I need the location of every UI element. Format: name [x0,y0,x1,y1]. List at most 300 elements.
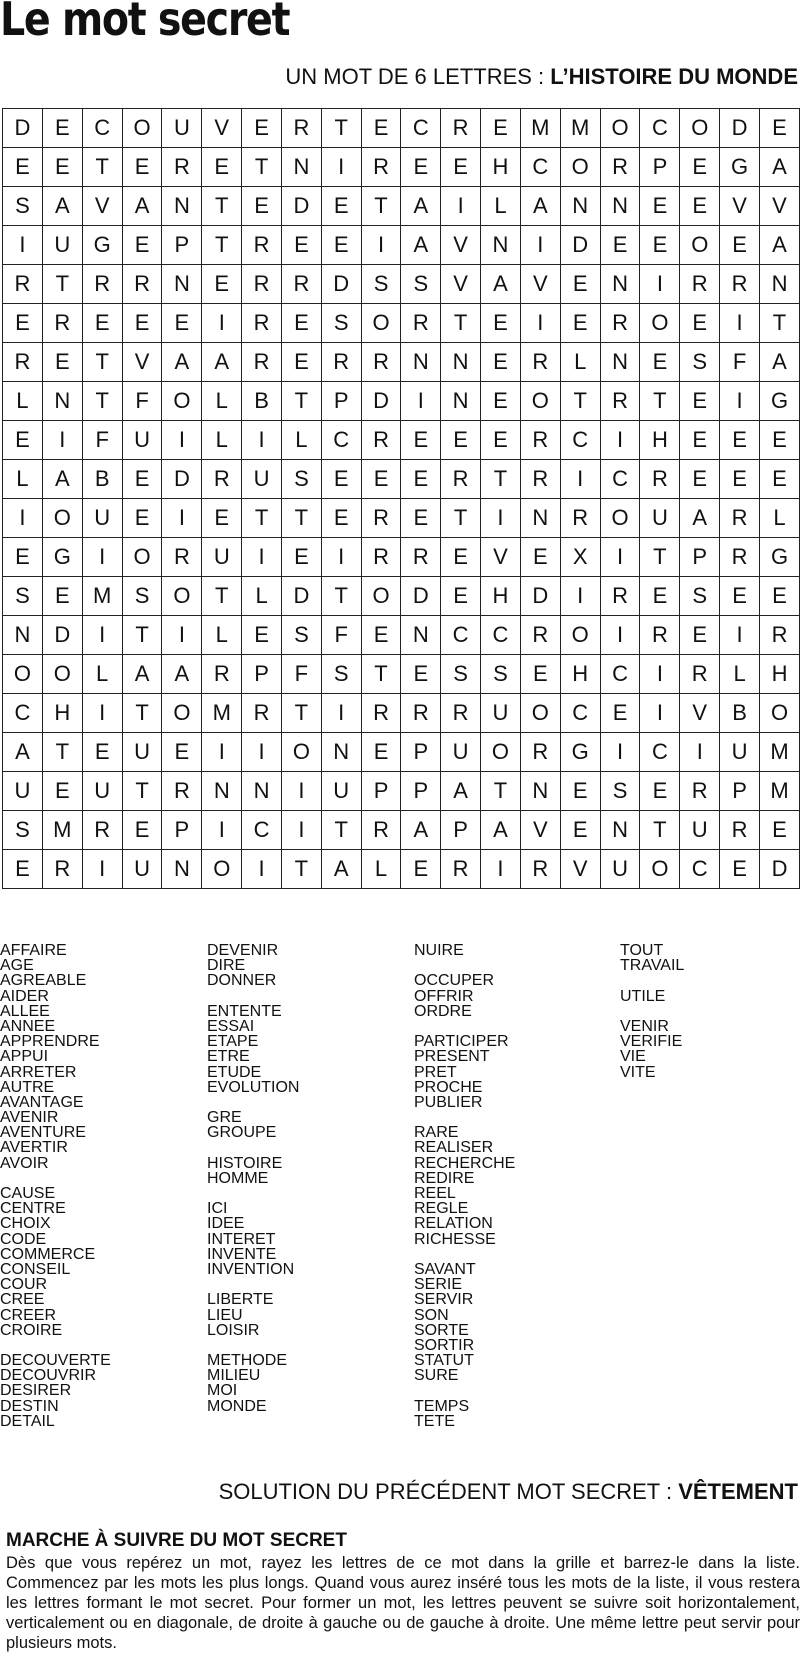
grid-cell[interactable]: T [281,499,321,538]
word-list-item[interactable]: STATUT [414,1352,474,1370]
grid-cell[interactable]: E [720,421,760,460]
grid-cell[interactable]: T [202,226,242,265]
grid-cell[interactable]: T [42,733,82,772]
grid-cell[interactable]: R [242,265,282,304]
word-list-item[interactable]: REEL [414,1185,456,1202]
grid-cell[interactable]: N [560,187,600,226]
grid-cell[interactable]: P [441,811,481,850]
grid-cell[interactable]: R [281,109,321,148]
grid-cell[interactable]: E [640,577,680,616]
grid-cell[interactable]: E [401,499,441,538]
word-list-item[interactable]: MILIEU [207,1367,261,1385]
grid-cell[interactable]: R [82,811,122,850]
grid-cell[interactable]: R [162,538,202,577]
word-list-item[interactable]: PRESENT [414,1048,490,1066]
grid-cell[interactable]: T [122,772,162,811]
word-list-item[interactable]: SERIE [414,1276,463,1294]
grid-cell[interactable]: M [202,694,242,733]
grid-cell[interactable]: A [3,733,43,772]
grid-cell[interactable]: S [281,616,321,655]
grid-cell[interactable]: S [3,187,43,226]
word-list-item[interactable]: IDEE [207,1215,245,1233]
grid-cell[interactable]: R [680,772,720,811]
grid-cell[interactable]: C [3,694,43,733]
grid-cell[interactable]: I [3,226,43,265]
grid-cell[interactable]: O [481,733,521,772]
grid-cell[interactable]: O [361,577,401,616]
grid-cell[interactable]: C [560,694,600,733]
grid-cell[interactable]: R [680,655,720,694]
grid-cell[interactable]: I [242,538,282,577]
word-list-item[interactable]: DIRE [207,957,246,975]
grid-cell[interactable]: R [600,148,640,187]
grid-cell[interactable]: R [162,148,202,187]
grid-cell[interactable]: I [321,694,361,733]
grid-cell[interactable]: D [760,850,800,889]
grid-cell[interactable]: N [401,343,441,382]
grid-cell[interactable]: E [361,616,401,655]
grid-cell[interactable]: V [122,343,162,382]
grid-cell[interactable]: N [600,265,640,304]
grid-cell[interactable]: X [560,538,600,577]
grid-cell[interactable]: E [361,733,401,772]
grid-cell[interactable]: D [560,226,600,265]
grid-cell[interactable]: R [560,499,600,538]
grid-cell[interactable]: C [640,109,680,148]
grid-cell[interactable]: S [281,460,321,499]
word-list-item[interactable]: DONNER [207,972,277,990]
grid-cell[interactable]: U [441,733,481,772]
grid-cell[interactable]: E [481,304,521,343]
grid-cell[interactable]: T [361,655,401,694]
word-list-item[interactable]: CODE [0,1230,47,1248]
grid-cell[interactable]: R [202,655,242,694]
grid-cell[interactable]: N [162,187,202,226]
grid-cell[interactable]: M [560,109,600,148]
grid-cell[interactable]: G [760,382,800,421]
grid-cell[interactable]: I [162,421,202,460]
grid-cell[interactable]: I [600,538,640,577]
word-list-item[interactable]: APPRENDRE [0,1033,100,1051]
grid-cell[interactable]: R [720,538,760,577]
grid-cell[interactable]: E [82,733,122,772]
grid-cell[interactable]: N [281,148,321,187]
grid-cell[interactable]: F [321,616,361,655]
grid-cell[interactable]: E [401,655,441,694]
grid-cell[interactable]: I [441,187,481,226]
word-list-item[interactable]: PROCHE [414,1078,483,1096]
grid-cell[interactable]: A [401,811,441,850]
grid-cell[interactable]: T [202,577,242,616]
grid-cell[interactable]: E [680,148,720,187]
grid-cell[interactable]: E [82,304,122,343]
grid-cell[interactable]: D [321,265,361,304]
word-list-item[interactable]: APPUI [0,1048,49,1066]
grid-cell[interactable]: R [441,460,481,499]
grid-cell[interactable]: N [481,226,521,265]
word-list-item[interactable]: AGREABLE [0,972,87,990]
grid-cell[interactable]: S [321,655,361,694]
grid-cell[interactable]: E [321,499,361,538]
word-list-item[interactable]: ETRE [207,1048,250,1066]
grid-cell[interactable]: E [122,811,162,850]
word-list-item[interactable]: RECHERCHE [414,1154,516,1172]
grid-cell[interactable]: A [42,460,82,499]
grid-cell[interactable]: R [242,343,282,382]
grid-cell[interactable]: D [361,382,401,421]
grid-cell[interactable]: U [82,772,122,811]
grid-cell[interactable]: O [600,109,640,148]
word-list-item[interactable]: CONSEIL [0,1260,71,1278]
grid-cell[interactable]: I [560,460,600,499]
grid-cell[interactable]: N [600,187,640,226]
word-list-item[interactable]: CENTRE [0,1200,66,1218]
grid-cell[interactable]: O [202,850,242,889]
grid-cell[interactable]: E [720,460,760,499]
grid-cell[interactable]: I [520,226,560,265]
grid-cell[interactable]: N [162,265,202,304]
grid-cell[interactable]: G [42,538,82,577]
grid-cell[interactable]: I [361,226,401,265]
grid-cell[interactable]: I [321,538,361,577]
grid-cell[interactable]: R [321,343,361,382]
grid-cell[interactable]: E [202,499,242,538]
grid-cell[interactable]: E [281,226,321,265]
grid-cell[interactable]: D [401,577,441,616]
word-list-item[interactable]: ETUDE [207,1063,262,1081]
grid-cell[interactable]: E [122,226,162,265]
grid-cell[interactable]: R [720,265,760,304]
grid-cell[interactable]: U [122,421,162,460]
grid-cell[interactable]: U [600,850,640,889]
grid-cell[interactable]: L [281,421,321,460]
word-list-item[interactable]: REDIRE [414,1169,475,1187]
word-list-item[interactable]: ORDRE [414,1002,472,1020]
grid-cell[interactable]: I [42,421,82,460]
grid-cell[interactable]: R [760,616,800,655]
grid-cell[interactable]: R [361,538,401,577]
grid-cell[interactable]: R [720,499,760,538]
grid-cell[interactable]: F [720,343,760,382]
grid-cell[interactable]: A [122,187,162,226]
grid-cell[interactable]: R [520,343,560,382]
grid-cell[interactable]: T [82,343,122,382]
grid-cell[interactable]: E [441,148,481,187]
word-list-item[interactable]: SAVANT [414,1260,476,1278]
grid-cell[interactable]: N [520,499,560,538]
grid-cell[interactable]: D [281,577,321,616]
grid-cell[interactable]: T [321,811,361,850]
word-list-item[interactable]: AGE [0,957,34,975]
grid-cell[interactable]: C [640,733,680,772]
grid-cell[interactable]: E [401,460,441,499]
grid-cell[interactable]: U [162,109,202,148]
grid-cell[interactable]: F [82,421,122,460]
grid-cell[interactable]: R [202,460,242,499]
grid-cell[interactable]: C [82,109,122,148]
grid-cell[interactable]: E [162,733,202,772]
grid-cell[interactable]: E [560,772,600,811]
grid-cell[interactable]: E [242,109,282,148]
grid-cell[interactable]: T [122,694,162,733]
word-list-item[interactable]: SON [414,1306,449,1324]
word-list-item[interactable]: OCCUPER [414,972,495,990]
grid-cell[interactable]: E [520,538,560,577]
grid-cell[interactable]: A [760,343,800,382]
grid-cell[interactable]: E [202,265,242,304]
grid-cell[interactable]: C [520,148,560,187]
grid-cell[interactable]: I [321,148,361,187]
word-list-item[interactable]: EVOLUTION [207,1078,300,1096]
word-list-item[interactable]: REALISER [414,1139,494,1157]
grid-cell[interactable]: E [401,421,441,460]
grid-cell[interactable]: P [640,148,680,187]
grid-cell[interactable]: C [242,811,282,850]
grid-cell[interactable]: R [600,577,640,616]
word-list-item[interactable]: CREER [0,1306,57,1324]
grid-cell[interactable]: S [600,772,640,811]
grid-cell[interactable]: R [242,694,282,733]
grid-cell[interactable]: O [680,109,720,148]
grid-cell[interactable]: S [401,265,441,304]
grid-cell[interactable]: H [481,148,521,187]
word-list-item[interactable]: ALLEE [0,1002,50,1020]
grid-cell[interactable]: A [520,187,560,226]
grid-cell[interactable]: B [242,382,282,421]
grid-cell[interactable]: T [82,382,122,421]
grid-cell[interactable]: O [122,538,162,577]
word-list-item[interactable]: COMMERCE [0,1245,96,1263]
grid-cell[interactable]: E [481,109,521,148]
grid-cell[interactable]: U [481,694,521,733]
word-list-item[interactable]: MOI [207,1382,238,1400]
grid-cell[interactable]: I [281,811,321,850]
grid-cell[interactable]: A [760,226,800,265]
grid-cell[interactable]: D [162,460,202,499]
grid-cell[interactable]: A [202,343,242,382]
grid-cell[interactable]: B [82,460,122,499]
grid-cell[interactable]: E [122,460,162,499]
grid-cell[interactable]: T [640,538,680,577]
grid-cell[interactable]: I [720,382,760,421]
grid-cell[interactable]: O [162,382,202,421]
grid-cell[interactable]: D [281,187,321,226]
grid-cell[interactable]: R [361,421,401,460]
grid-cell[interactable]: E [401,850,441,889]
grid-cell[interactable]: E [680,382,720,421]
word-list-item[interactable]: SURE [414,1367,459,1385]
word-list-item[interactable]: REGLE [414,1200,469,1218]
grid-cell[interactable]: I [162,616,202,655]
grid-cell[interactable]: V [520,265,560,304]
grid-cell[interactable]: A [680,499,720,538]
grid-cell[interactable]: A [760,148,800,187]
word-list-item[interactable]: AVENTURE [0,1124,86,1142]
grid-cell[interactable]: E [441,577,481,616]
grid-cell[interactable]: M [760,733,800,772]
grid-cell[interactable]: P [162,811,202,850]
grid-cell[interactable]: H [560,655,600,694]
grid-cell[interactable]: O [560,616,600,655]
grid-cell[interactable]: E [640,343,680,382]
grid-cell[interactable]: N [202,772,242,811]
grid-cell[interactable]: N [321,733,361,772]
grid-cell[interactable]: V [481,538,521,577]
grid-cell[interactable]: T [441,304,481,343]
grid-cell[interactable]: T [640,811,680,850]
grid-cell[interactable]: A [441,772,481,811]
grid-cell[interactable]: I [720,304,760,343]
grid-cell[interactable]: N [242,772,282,811]
grid-cell[interactable]: O [42,499,82,538]
word-list-item[interactable]: INVENTION [207,1260,295,1278]
word-list-item[interactable]: PARTICIPER [414,1033,509,1051]
grid-cell[interactable]: B [720,694,760,733]
grid-cell[interactable]: C [560,421,600,460]
grid-cell[interactable]: U [122,733,162,772]
grid-cell[interactable]: R [361,694,401,733]
grid-cell[interactable]: R [242,226,282,265]
grid-cell[interactable]: U [321,772,361,811]
grid-cell[interactable]: E [42,577,82,616]
grid-cell[interactable]: R [441,850,481,889]
grid-cell[interactable]: L [560,343,600,382]
grid-cell[interactable]: O [122,109,162,148]
grid-cell[interactable]: V [720,187,760,226]
grid-cell[interactable]: G [720,148,760,187]
word-list-item[interactable]: AFFAIRE [0,942,67,959]
grid-cell[interactable]: E [680,187,720,226]
grid-cell[interactable]: S [441,655,481,694]
grid-cell[interactable]: M [42,811,82,850]
grid-cell[interactable]: I [82,538,122,577]
grid-cell[interactable]: E [760,811,800,850]
grid-cell[interactable]: E [122,499,162,538]
grid-cell[interactable]: R [42,304,82,343]
grid-cell[interactable]: E [162,304,202,343]
grid-cell[interactable]: L [760,499,800,538]
grid-cell[interactable]: O [42,655,82,694]
grid-cell[interactable]: E [520,655,560,694]
word-list-item[interactable]: PRET [414,1063,457,1081]
word-list-item[interactable]: TETE [414,1412,455,1430]
grid-cell[interactable]: E [680,304,720,343]
grid-cell[interactable]: E [600,226,640,265]
grid-cell[interactable]: U [122,850,162,889]
grid-cell[interactable]: T [202,187,242,226]
grid-cell[interactable]: O [162,694,202,733]
grid-cell[interactable]: E [242,187,282,226]
grid-cell[interactable]: P [720,772,760,811]
grid-cell[interactable]: I [242,421,282,460]
grid-cell[interactable]: E [321,460,361,499]
grid-cell[interactable]: E [560,265,600,304]
grid-cell[interactable]: I [202,811,242,850]
grid-cell[interactable]: R [441,694,481,733]
grid-cell[interactable]: E [3,421,43,460]
grid-cell[interactable]: N [600,343,640,382]
grid-cell[interactable]: I [401,382,441,421]
grid-cell[interactable]: M [520,109,560,148]
grid-cell[interactable]: I [82,850,122,889]
grid-cell[interactable]: E [640,187,680,226]
grid-cell[interactable]: O [600,499,640,538]
grid-cell[interactable]: R [520,616,560,655]
grid-cell[interactable]: E [441,538,481,577]
grid-cell[interactable]: O [3,655,43,694]
word-list-item[interactable]: DECOUVERTE [0,1352,111,1370]
grid-cell[interactable]: R [82,265,122,304]
grid-cell[interactable]: L [720,655,760,694]
grid-cell[interactable]: C [680,850,720,889]
grid-cell[interactable]: A [162,343,202,382]
grid-cell[interactable]: R [441,109,481,148]
grid-cell[interactable]: N [401,616,441,655]
word-list-item[interactable]: AUTRE [0,1078,55,1096]
grid-cell[interactable]: T [281,850,321,889]
grid-cell[interactable]: I [640,265,680,304]
grid-cell[interactable]: A [401,226,441,265]
grid-cell[interactable]: O [640,304,680,343]
grid-cell[interactable]: V [680,694,720,733]
grid-cell[interactable]: L [202,382,242,421]
grid-cell[interactable]: V [760,187,800,226]
grid-cell[interactable]: E [281,304,321,343]
grid-cell[interactable]: E [361,109,401,148]
grid-cell[interactable]: H [640,421,680,460]
grid-cell[interactable]: T [481,460,521,499]
grid-cell[interactable]: E [401,148,441,187]
grid-cell[interactable]: L [202,616,242,655]
grid-cell[interactable]: P [680,538,720,577]
grid-cell[interactable]: O [640,850,680,889]
grid-cell[interactable]: D [42,616,82,655]
word-list-item[interactable]: NUIRE [414,942,464,959]
grid-cell[interactable]: R [401,694,441,733]
grid-cell[interactable]: S [481,655,521,694]
grid-cell[interactable]: A [162,655,202,694]
grid-cell[interactable]: N [42,382,82,421]
grid-cell[interactable]: E [321,226,361,265]
grid-cell[interactable]: P [361,772,401,811]
grid-cell[interactable]: I [640,655,680,694]
grid-cell[interactable]: F [122,382,162,421]
grid-cell[interactable]: V [560,850,600,889]
grid-cell[interactable]: R [162,772,202,811]
grid-cell[interactable]: T [560,382,600,421]
grid-cell[interactable]: E [42,109,82,148]
grid-cell[interactable]: E [760,109,800,148]
grid-cell[interactable]: A [321,850,361,889]
grid-cell[interactable]: I [82,694,122,733]
grid-cell[interactable]: C [401,109,441,148]
word-list-item[interactable]: GROUPE [207,1124,277,1142]
grid-cell[interactable]: V [82,187,122,226]
grid-cell[interactable]: E [481,343,521,382]
grid-cell[interactable]: T [361,187,401,226]
word-list-item[interactable]: AVENIR [0,1109,59,1127]
grid-cell[interactable]: R [3,343,43,382]
grid-cell[interactable]: T [760,304,800,343]
grid-cell[interactable]: E [122,304,162,343]
grid-cell[interactable]: A [42,187,82,226]
word-list-item[interactable]: LOISIR [207,1321,260,1339]
grid-cell[interactable]: T [281,382,321,421]
word-list-item[interactable]: GRE [207,1109,242,1127]
grid-cell[interactable]: S [680,577,720,616]
word-list-item[interactable]: TOUT [620,942,664,959]
word-list-item[interactable]: TRAVAIL [620,957,685,975]
